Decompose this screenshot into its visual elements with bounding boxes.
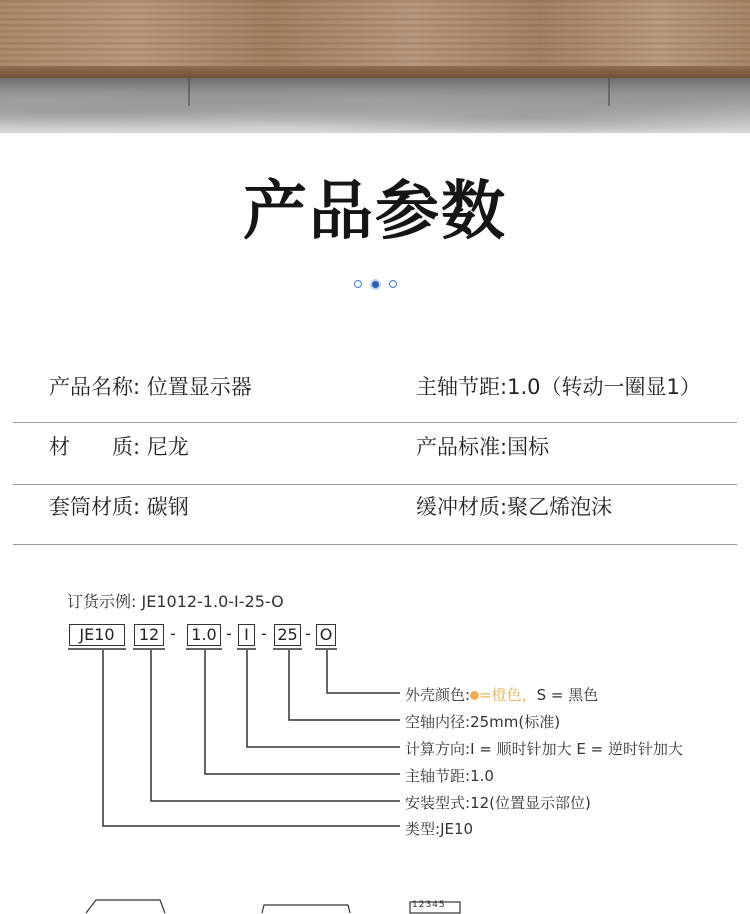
param-left: [49, 357, 252, 417]
orange-dot-icon: [470, 691, 479, 700]
param-label: 材 质:: [49, 435, 141, 459]
note-label: 空轴内径:: [405, 713, 471, 731]
code-box-pitch: 1.0: [187, 624, 221, 646]
header-banner: [0, 0, 750, 133]
dot-icon: [370, 279, 381, 290]
param-right: [416, 477, 612, 537]
note-shell-color: [405, 684, 598, 705]
code-box-bore: 25: [274, 624, 301, 646]
note-text: 25mm(标准): [470, 713, 561, 731]
param-value: 1.0（转动一圈显1）: [507, 375, 701, 399]
code-dash: -: [170, 624, 176, 643]
note-bore: [405, 711, 560, 732]
note-text: 12(位置显示部位): [470, 794, 591, 812]
order-example-label: 订货示例:: [67, 592, 137, 611]
wall-seam: [608, 78, 610, 106]
leader-lines: [0, 560, 750, 914]
code-box-mount: 12: [134, 624, 164, 646]
note-label: 安装型式:: [405, 794, 471, 812]
section-title: 产品参数: [243, 175, 507, 249]
param-row: [13, 477, 737, 537]
code-box-color: O: [316, 624, 336, 646]
param-left: [49, 477, 189, 537]
param-label: 缓冲材质:: [416, 495, 508, 519]
dot-icon: [389, 280, 397, 288]
param-value: 碳钢: [146, 495, 189, 519]
note-mount: [405, 792, 591, 813]
dot-icon: [354, 280, 362, 288]
param-label: 产品名称:: [49, 375, 141, 399]
param-right: [416, 417, 549, 477]
note-orange: =橙色，: [479, 686, 537, 704]
code-dash: -: [226, 624, 232, 643]
code-dash: -: [305, 624, 311, 643]
note-label: 计算方向:: [405, 740, 471, 758]
param-value: 国标: [507, 435, 550, 459]
note-label: 外壳颜色:: [405, 686, 471, 704]
param-label: 产品标准:: [416, 435, 508, 459]
note-text: S = 黑色: [536, 686, 599, 704]
order-code-diagram: [0, 560, 750, 914]
param-label: 套筒材质:: [49, 495, 141, 519]
marble-background: [0, 78, 750, 133]
note-direction: [405, 738, 683, 759]
note-type: [405, 818, 473, 839]
param-value: 聚乙烯泡沫: [507, 495, 613, 519]
note-label: 类型:: [405, 820, 441, 838]
row-divider: [13, 544, 737, 545]
note-text: I = 顺时针加大 E = 逆时针加大: [470, 740, 683, 758]
param-right: [416, 357, 701, 417]
note-text: 1.0: [470, 767, 494, 785]
param-left: [49, 417, 189, 477]
note-pitch: [405, 765, 494, 786]
param-label: 主轴节距:: [416, 375, 508, 399]
title-decoration: [0, 277, 750, 291]
note-label: 主轴节距:: [405, 767, 471, 785]
order-example-code: JE1012-1.0-I-25-O: [141, 592, 284, 611]
note-text: JE10: [440, 820, 474, 838]
param-row: [13, 357, 737, 417]
wall-seam: [188, 78, 190, 106]
param-value: 位置显示器: [146, 375, 252, 399]
param-row: [13, 417, 737, 477]
bottom-digits: 12345: [412, 900, 446, 910]
wood-shelf-edge: [0, 66, 750, 78]
code-box-direction: I: [238, 624, 255, 646]
code-dash: -: [261, 624, 267, 643]
param-value: 尼龙: [146, 435, 189, 459]
code-box-type: JE10: [69, 624, 125, 646]
